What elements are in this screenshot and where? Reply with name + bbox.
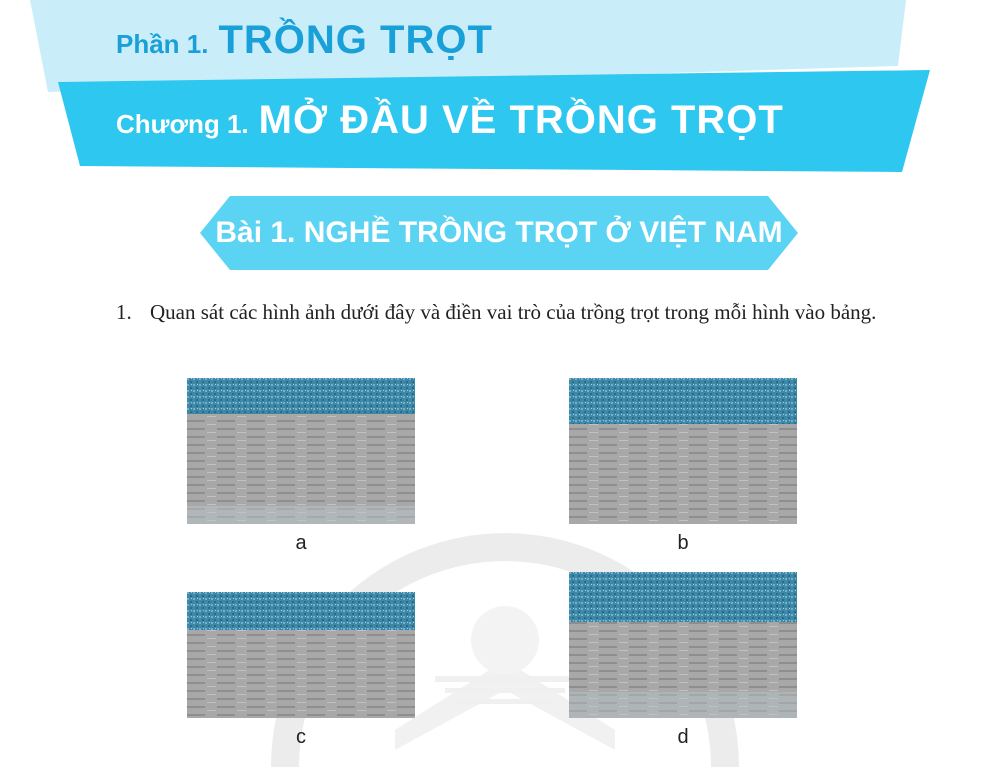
figure-c	[187, 582, 415, 733]
figure-b-image	[569, 378, 797, 524]
figure-b-caption: b	[677, 532, 689, 554]
lesson-banner	[200, 196, 798, 270]
part-title: TRỒNG TRỌT	[218, 18, 493, 62]
question-number: 1.	[116, 300, 132, 324]
figure-d-image	[569, 572, 797, 718]
chapter-prefix: Chương 1.	[116, 109, 249, 139]
chapter-title: MỞ ĐẦU VỀ TRỒNG TRỌT	[258, 98, 784, 142]
figure-a-image	[187, 378, 415, 524]
part-heading	[116, 18, 493, 64]
figure-c-caption: c	[296, 726, 306, 748]
question-text: Quan sát các hình ảnh dưới đây và điền vai trò của trồng trọt trong mỗi hình vào bảng.	[150, 300, 877, 324]
figure-a-caption: a	[295, 532, 307, 554]
figure-c-image	[187, 582, 415, 728]
chapter-heading	[116, 98, 784, 148]
lesson-title: Bài 1. NGHỀ TRỒNG TRỌT Ở VIỆT NAM	[215, 216, 783, 249]
figure-b	[569, 378, 797, 529]
part-prefix: Phần 1.	[116, 29, 209, 59]
figure-a	[187, 378, 415, 529]
figure-d	[569, 572, 797, 723]
figure-d-caption: d	[677, 726, 689, 748]
